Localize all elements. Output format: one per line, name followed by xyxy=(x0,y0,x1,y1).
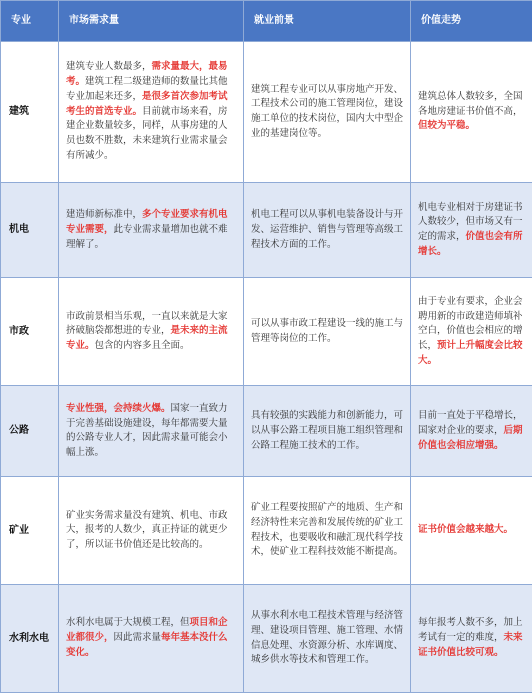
highlighted-text: 价值也会有所增长。 xyxy=(418,231,523,257)
prospect-cell xyxy=(244,386,411,477)
trend-cell xyxy=(411,477,532,585)
demand-cell xyxy=(59,477,244,585)
table-row xyxy=(1,477,532,585)
prospect-cell xyxy=(244,278,411,386)
cell-text: 建筑总体人数较多，全国各地房建证书价值不高， xyxy=(418,90,523,117)
cell-text: 因此需求量 xyxy=(113,632,162,644)
highlighted-text: 需求量最大，最易考。 xyxy=(66,61,228,88)
cell-text: 机电工程可以从事机电装备设计与开发、运营维护、销售与管理等高级工程技术方面的工作。 xyxy=(251,209,404,250)
cell-text: 目前一直处于平稳增长，国家对企业的要求， xyxy=(418,410,523,436)
category-cell: 建筑 xyxy=(1,42,59,183)
cell-text: 市政前景相当乐观，一直以来就是大家挤破脑袋都想进的专业， xyxy=(66,310,228,337)
cell-text: 包含的内容多且全面。 xyxy=(94,340,190,352)
cell-text: 国家一直致力于完善基础设施建设，每年都需要大量的公路专业人才，因此需求量可能会小幅上涨。 xyxy=(66,402,228,458)
highlighted-text: 专业性强，会持续火爆。 xyxy=(66,402,171,414)
category-cell: 市政 xyxy=(1,278,59,386)
highlighted-text: 预计上升幅度会比较大。 xyxy=(418,340,523,366)
category-cell: 公路 xyxy=(1,386,59,477)
cell-text: 机电专业相对于房建证书人数较少，但市场又有一定的需求， xyxy=(418,201,523,243)
header-major: 专业 xyxy=(1,1,59,42)
cell-text: 水利水电属于大规模工程，但 xyxy=(66,617,190,629)
cell-text: 从事水利水电工程技术管理与经济管理、建设项目管理、施工管理、水情信息处理、水资源分析、水库调度、城乡供水等技术和管理工作。 xyxy=(251,610,404,666)
table-row xyxy=(1,182,532,277)
cell-text: 具有较强的实践能力和创新能力，可以从事公路工程项目施工组织管理和公路工程施工技术的工作。 xyxy=(251,410,404,451)
table-header xyxy=(1,1,532,42)
highlighted-text: 但较为平稳。 xyxy=(418,120,476,132)
trend-cell xyxy=(411,42,532,183)
table-row xyxy=(1,386,532,477)
header-employment-prospect: 就业前景 xyxy=(244,1,411,42)
highlighted-text: 是未来的主流专业。 xyxy=(66,325,228,352)
prospect-cell xyxy=(244,585,411,693)
header-value-trend: 价值走势 xyxy=(411,1,532,42)
cell-text: 矿业实务需求量没有建筑、机电、市政大，报考的人数少，真正持证的就更少了，所以证书价值还是比较高的。 xyxy=(66,509,228,551)
demand-cell xyxy=(59,278,244,386)
highlighted-text: 后期价值也会相应增强。 xyxy=(418,424,523,451)
highlighted-text: 每年基本没什么变化。 xyxy=(66,632,228,658)
demand-cell xyxy=(59,585,244,693)
table-row xyxy=(1,278,532,386)
prospect-cell xyxy=(244,477,411,585)
header-market-demand: 市场需求量 xyxy=(59,1,244,42)
table-row xyxy=(1,42,532,183)
cell-text: 矿业工程要按照矿产的地质、生产和经济特性来完善和发展传统的矿业工程技术，也要吸收和融汇现代科学技术，使矿业工程科技效能不断提高。 xyxy=(251,502,404,558)
prospect-cell xyxy=(244,42,411,183)
highlighted-text: 多个专业要求有机电专业需要， xyxy=(66,209,228,235)
highlighted-text: 是很多首次参加考试考生的首选专业。 xyxy=(66,90,228,117)
category-cell: 水利水电 xyxy=(1,585,59,693)
trend-cell xyxy=(411,182,532,277)
cell-text: 建造师新标准中， xyxy=(66,209,143,221)
trend-cell xyxy=(411,585,532,693)
prospect-cell xyxy=(244,182,411,277)
demand-cell xyxy=(59,42,244,183)
trend-cell xyxy=(411,386,532,477)
cell-text: 由于专业有要求，企业会聘用新的市政建造师填补空白，价值也会相应的增长， xyxy=(418,295,523,352)
demand-cell xyxy=(59,386,244,477)
table-body xyxy=(1,42,532,693)
cell-text: 建筑工程专业可以从事房地产开发、工程技术公司的施工管理岗位，建设施工单位的技术岗位，国内大中型企业的基建岗位等。 xyxy=(251,83,404,139)
cell-text: 建筑工程二级建造师的数量比其他专业加起来还多， xyxy=(66,76,228,102)
category-cell: 机电 xyxy=(1,182,59,277)
cell-text: 此专业需求量增加也就不难理解了。 xyxy=(66,223,228,250)
cell-text: 建筑专业人数最多， xyxy=(66,61,152,73)
trend-cell xyxy=(411,278,532,386)
category-cell: 矿业 xyxy=(1,477,59,585)
header-row xyxy=(1,1,532,42)
highlighted-text: 项目和企业都很少， xyxy=(66,617,228,644)
highlighted-text: 证书价值会越来越大。 xyxy=(418,524,514,536)
cell-text: 目前就市场来看，房建企业数量较多，同样，从事房建的人员也数不胜数，未来建筑行业需求量会有所减少。 xyxy=(66,105,228,161)
highlighted-text: 未来证书价值比较可观。 xyxy=(418,632,523,658)
table-row xyxy=(1,585,532,693)
cell-text: 每年报考人数不多，加上考试有一定的难度， xyxy=(418,617,523,644)
demand-cell xyxy=(59,182,244,277)
cell-text: 可以从事市政工程建设一线的施工与管理等岗位的工作。 xyxy=(251,318,404,344)
